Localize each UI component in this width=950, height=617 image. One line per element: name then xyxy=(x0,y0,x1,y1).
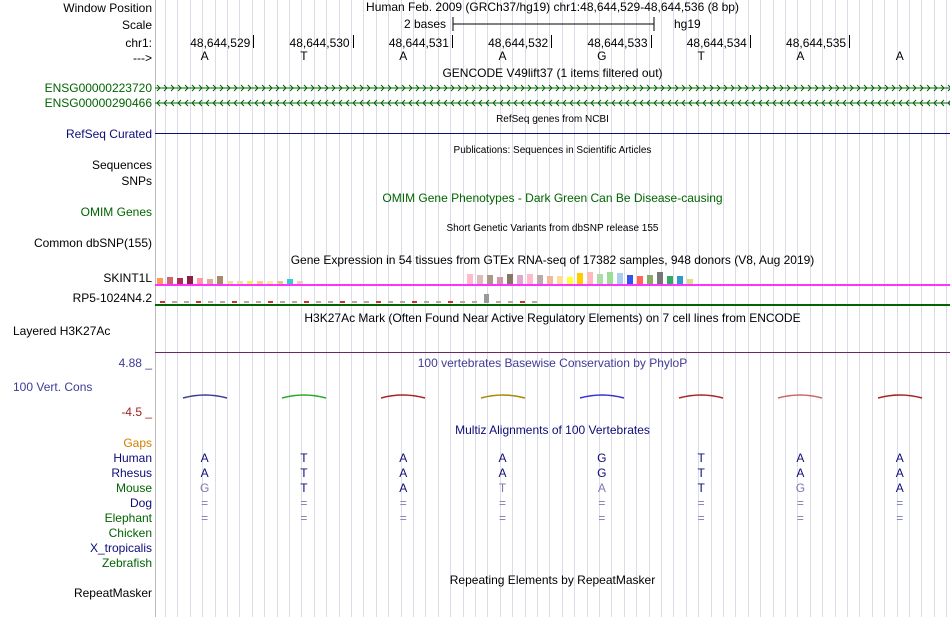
assembly-title: Human Feb. 2009 (GRCh37/hg19) chr1:48,644,529-48,644,536 (8 bp) xyxy=(366,0,739,14)
gtex-tissue-bar xyxy=(532,301,537,303)
scale-bar xyxy=(452,14,657,34)
alignment-base: T xyxy=(300,481,308,495)
cons-title: 100 vertebrates Basewise Conservation by PhyloP xyxy=(417,356,688,370)
alignment-base: = xyxy=(796,496,804,510)
alignment-base: G xyxy=(199,481,210,495)
gtex-tissue-bar xyxy=(547,276,553,284)
gtex-tissue-bar xyxy=(167,277,173,284)
alignment-base: T xyxy=(498,481,507,495)
gtex-tissue-bar xyxy=(424,301,429,303)
snps-label[interactable]: SNPs xyxy=(121,174,152,188)
omim-title: OMIM Gene Phenotypes - Dark Green Can Be Disease-causing xyxy=(382,191,723,205)
alignment-base: T xyxy=(300,466,308,480)
alignment-base: A xyxy=(597,481,606,495)
conservation-curve xyxy=(381,395,425,398)
gtex-tissue-bar xyxy=(277,281,283,284)
conservation-mark xyxy=(180,391,230,405)
conservation-curve xyxy=(580,395,624,398)
alignment-base: = xyxy=(399,496,407,510)
gtex-tissue-bar xyxy=(487,275,493,284)
coordinate-label: 48,644,530 xyxy=(289,36,350,50)
gtex-tissue-bar xyxy=(280,301,285,303)
conservation-mark xyxy=(378,391,428,405)
gtex-tissue-bar xyxy=(388,301,393,303)
gtex-tissue-bar xyxy=(267,281,273,284)
alignment-base: = xyxy=(300,496,308,510)
gtex-tissue-bar xyxy=(412,301,417,303)
conservation-mark xyxy=(577,391,627,405)
alignment-base: A xyxy=(399,481,408,495)
cons-track-label[interactable]: 100 Vert. Cons xyxy=(13,380,93,394)
gtex-tissue-bar xyxy=(647,275,653,284)
gtex-tissue-bar xyxy=(177,278,183,284)
repeatmasker-label[interactable]: RepeatMasker xyxy=(73,586,152,600)
gtex-tissue-bar xyxy=(256,301,261,303)
gtex-tissue-bar xyxy=(352,301,357,303)
species-label-x-tropicalis: X_tropicalis xyxy=(89,541,152,555)
gtex-tissue-bar xyxy=(577,273,583,284)
gtex-tissue-bar xyxy=(247,281,253,284)
gtex-tissue-bar xyxy=(617,273,623,284)
gtex-tissue-bar xyxy=(287,279,293,284)
alignment-base: = xyxy=(896,511,904,525)
alignment-base: A xyxy=(498,466,507,480)
alignment-base: T xyxy=(697,466,705,480)
species-label-zebrafish: Zebrafish xyxy=(101,556,152,570)
coordinate-tick xyxy=(651,35,652,48)
coordinate-tick xyxy=(353,35,354,48)
gtex-tissue-bar xyxy=(237,281,243,284)
conservation-mark xyxy=(478,391,528,405)
conservation-mark xyxy=(676,391,726,405)
gtex-tissue-bar xyxy=(667,276,673,284)
conservation-mark xyxy=(279,391,329,405)
gtex-tissue-bar xyxy=(400,301,405,303)
gtex-tissue-bar xyxy=(567,277,573,284)
species-label-elephant: Elephant xyxy=(104,511,152,525)
gtex-tissue-bar xyxy=(507,274,513,284)
scale-db: hg19 xyxy=(674,17,701,31)
cons-max-label: 4.88 _ xyxy=(118,356,152,370)
gtex-tissue-bar xyxy=(227,281,233,284)
gtex-tissue-bar xyxy=(220,301,225,303)
gtex-tissue-bar xyxy=(297,281,303,284)
gtex-tissue-bar xyxy=(687,279,693,284)
gtex-tissue-bar xyxy=(448,301,453,303)
alignment-base: G xyxy=(597,451,607,465)
coordinate-tick xyxy=(452,35,453,48)
coordinate-label: 48,644,535 xyxy=(786,36,847,50)
cons-min-label: -4.5 _ xyxy=(121,405,152,419)
gtex-tissue-bar xyxy=(184,301,189,303)
alignment-base: T xyxy=(697,451,705,465)
h3k27ac-label[interactable]: Layered H3K27Ac xyxy=(13,324,111,338)
gtex-tissue-bar xyxy=(328,301,333,303)
gtex-tissue-bar xyxy=(187,276,193,284)
gtex-tissue-bar xyxy=(467,274,473,284)
gtex-tissue-bar xyxy=(557,276,563,284)
alignment-base: = xyxy=(598,511,606,525)
coordinate-tick xyxy=(750,35,751,48)
alignment-base: = xyxy=(697,496,705,510)
chromosome-label: chr1: xyxy=(125,36,152,50)
gtex-tissue-bar xyxy=(484,294,489,303)
coordinate-tick xyxy=(253,35,254,48)
window-position-label: Window Position xyxy=(63,1,152,15)
multiz-title: Multiz Alignments of 100 Vertebrates xyxy=(455,423,650,437)
conservation-curve xyxy=(183,395,227,398)
reference-base: G xyxy=(597,49,607,63)
gtex-tissue-bar xyxy=(157,278,163,284)
gtex-tissue-bar xyxy=(197,278,203,284)
gtex-tissue-bar xyxy=(527,274,533,284)
gtex-tissue-bar xyxy=(207,279,213,284)
conservation-curve xyxy=(778,395,822,398)
gtex-tissue-bar xyxy=(496,301,501,303)
conservation-curve xyxy=(878,395,922,398)
gtex-tissue-bar xyxy=(477,275,483,284)
refseq-label[interactable]: RefSeq Curated xyxy=(65,127,152,141)
gtex-tissue-bar xyxy=(340,301,345,303)
alignment-base: A xyxy=(796,466,805,480)
coordinate-label: 48,644,529 xyxy=(190,36,251,50)
alignment-base: A xyxy=(399,466,408,480)
reference-base: A xyxy=(796,49,805,63)
gene-label-2[interactable]: ENSG00000290466 xyxy=(44,96,152,110)
gene-label-1[interactable]: ENSG00000223720 xyxy=(44,81,152,95)
coordinate-label: 48,644,532 xyxy=(488,36,549,50)
coordinate-label: 48,644,534 xyxy=(686,36,747,50)
gtex-tissue-bar xyxy=(232,301,237,303)
dbsnp-title: Short Genetic Variants from dbSNP release 155 xyxy=(446,223,659,234)
coordinate-label: 48,644,531 xyxy=(388,36,449,50)
publications-title: Publications: Sequences in Scientific Articles xyxy=(453,145,652,156)
scale-text: 2 bases xyxy=(404,17,447,31)
species-label-dog: Dog xyxy=(129,496,152,510)
h3k27ac-baseline xyxy=(155,352,950,353)
gtex-tissue-bar xyxy=(537,275,543,284)
gtex-tissue-bar xyxy=(376,301,381,303)
scale-label: Scale xyxy=(121,18,152,32)
gtex-tissue-bar xyxy=(244,301,249,303)
gtex-tissue-bar xyxy=(292,301,297,303)
alignment-base: = xyxy=(697,511,705,525)
gencode-gene-models[interactable] xyxy=(155,81,950,111)
gtex-tissue-bar xyxy=(316,301,321,303)
alignment-base: = xyxy=(598,496,606,510)
gtex-tissue-bar xyxy=(364,301,369,303)
species-label-human: Human xyxy=(113,451,152,465)
gtex-tissue-bar xyxy=(508,301,513,303)
gtex-tissue-bar xyxy=(160,301,165,303)
gtex-skint1l-line xyxy=(155,284,950,286)
reference-base: A xyxy=(895,49,904,63)
alignment-base: = xyxy=(499,511,507,525)
alignment-base: A xyxy=(200,451,209,465)
refseq-title: RefSeq genes from NCBI xyxy=(496,114,609,125)
alignment-base: T xyxy=(697,481,705,495)
alignment-base: A xyxy=(200,466,209,480)
refseq-gene-line[interactable] xyxy=(155,133,950,134)
alignment-base: = xyxy=(796,511,804,525)
omim-label[interactable]: OMIM Genes xyxy=(80,205,152,219)
gtex-tissue-bar xyxy=(657,272,663,284)
gtex-gene-label-2[interactable]: RP5-1024N4.2 xyxy=(72,291,152,305)
alignment-base: A xyxy=(796,451,805,465)
alignment-base: = xyxy=(499,496,507,510)
alignment-base: A xyxy=(895,466,904,480)
gtex-tissue-bar xyxy=(677,276,683,284)
reference-base: A xyxy=(200,49,209,63)
alignment-base: = xyxy=(399,511,407,525)
coordinate-tick xyxy=(849,35,850,48)
conservation-curve xyxy=(679,395,723,398)
gtex-tissue-bar xyxy=(597,274,603,284)
gtex-gene-label-1[interactable]: SKINT1L xyxy=(103,271,152,285)
species-label-mouse: Mouse xyxy=(115,481,152,495)
species-label-chicken: Chicken xyxy=(108,526,152,540)
alignment-base: = xyxy=(300,511,308,525)
h3k27ac-title: H3K27Ac Mark (Often Found Near Active Regulatory Elements) on 7 cell lines from ENCODE xyxy=(304,311,801,325)
gtex-tissue-bar xyxy=(472,301,477,303)
gencode-title: GENCODE V49lift37 (1 items filtered out) xyxy=(442,66,663,80)
alignment-base: A xyxy=(895,481,904,495)
dbsnp-label[interactable]: Common dbSNP(155) xyxy=(33,236,152,250)
gtex-tissue-bar xyxy=(304,301,309,303)
gtex-tissue-bar xyxy=(436,301,441,303)
species-label-rhesus: Rhesus xyxy=(111,466,152,480)
gtex-tissue-bar xyxy=(627,275,633,284)
reference-base: A xyxy=(399,49,408,63)
alignment-base: G xyxy=(795,481,806,495)
gtex-tissue-bar xyxy=(257,281,263,284)
alignment-base: A xyxy=(895,451,904,465)
alignment-base: G xyxy=(597,466,607,480)
gtex-tissue-bar xyxy=(520,301,525,303)
reference-base: T xyxy=(697,49,705,63)
coordinate-label: 48,644,533 xyxy=(587,36,648,50)
gtex-title: Gene Expression in 54 tissues from GTEx RNA-seq of 17382 samples, 948 donors (V8, Aug 2019) xyxy=(290,253,815,267)
conservation-mark xyxy=(775,391,825,405)
alignment-base: = xyxy=(201,511,209,525)
repeatmasker-title: Repeating Elements by RepeatMasker xyxy=(449,573,656,587)
strand-label: ---> xyxy=(133,51,152,65)
gtex-tissue-bar xyxy=(607,272,613,284)
gtex-tissue-bar xyxy=(460,301,465,303)
gtex-tissue-bar xyxy=(208,301,213,303)
gaps-label: Gaps xyxy=(123,436,152,450)
gtex-rp5-line xyxy=(155,304,950,306)
conservation-mark xyxy=(875,391,925,405)
alignment-base: A xyxy=(399,451,408,465)
reference-base: T xyxy=(300,49,308,63)
reference-base: A xyxy=(498,49,507,63)
conservation-curve xyxy=(481,395,525,398)
coordinate-tick xyxy=(551,35,552,48)
gtex-tissue-bar xyxy=(217,276,223,284)
alignment-base: = xyxy=(896,496,904,510)
gtex-tissue-bar xyxy=(637,276,643,284)
gtex-tissue-bar xyxy=(268,301,273,303)
gtex-tissue-bar xyxy=(517,275,523,284)
gtex-tissue-bar xyxy=(172,301,177,303)
conservation-curve xyxy=(282,395,326,398)
alignment-base: T xyxy=(300,451,308,465)
gtex-tissue-bar xyxy=(587,272,593,284)
gtex-tissue-bar xyxy=(196,301,201,303)
sequences-label[interactable]: Sequences xyxy=(91,158,152,172)
alignment-base: A xyxy=(498,451,507,465)
alignment-base: = xyxy=(201,496,209,510)
gtex-tissue-bar xyxy=(497,277,503,284)
